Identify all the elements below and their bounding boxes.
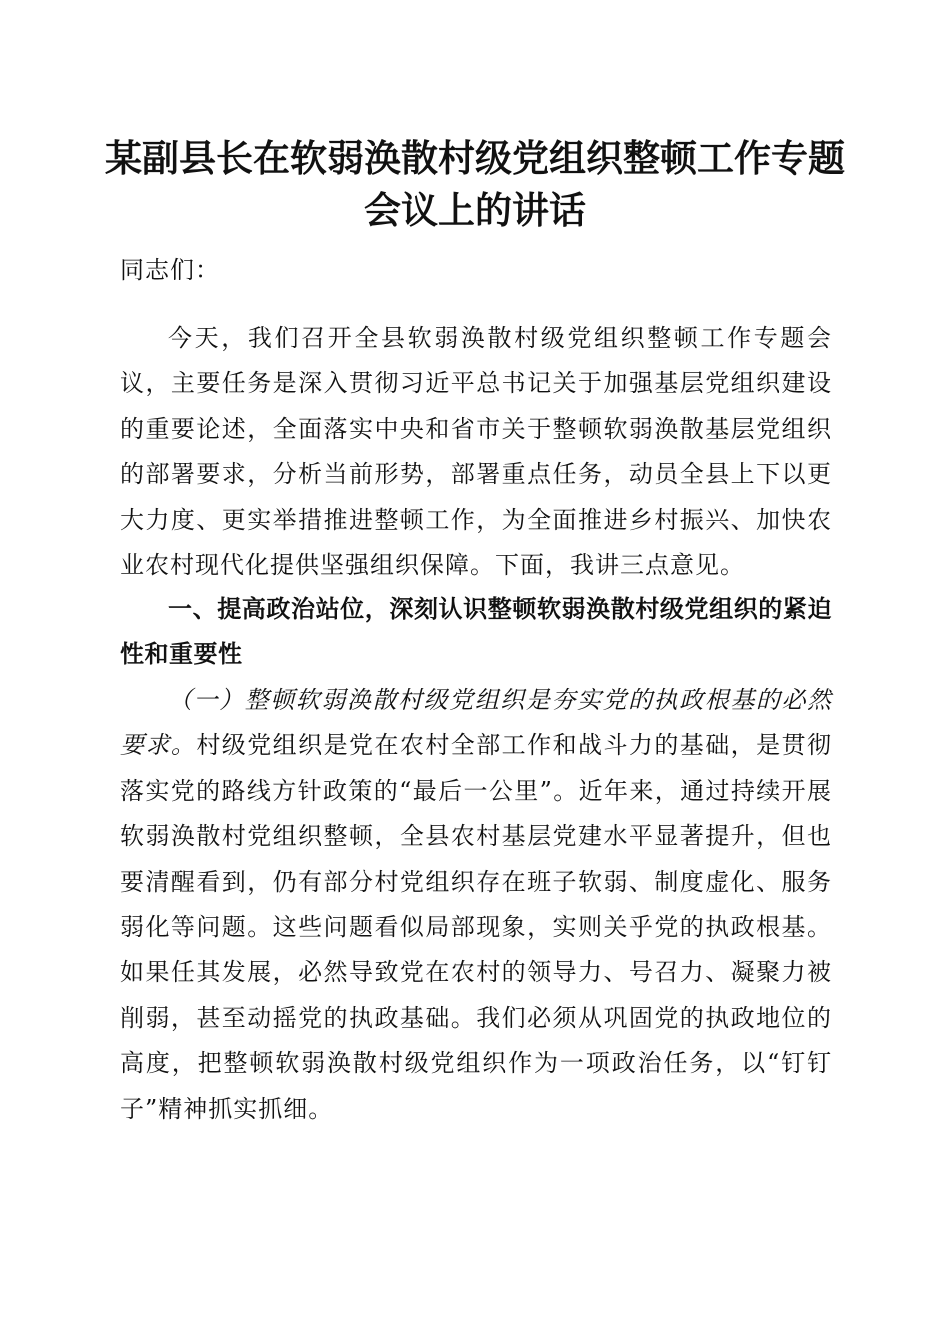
greeting: 同志们： [120, 256, 220, 284]
paragraph-section-1-1 [120, 678, 832, 1132]
paragraph-lead-sentence: （一）整顿软弱涣散村级党组织是夯实党的执政根基的必然要求。 [120, 686, 832, 760]
paragraph-intro: 今天，我们召开全县软弱涣散村级党组织整顿工作专题会议，主要任务是深入贯彻习近平总书记关于加强基层党组织建设的重要论述，全面落实中央和省市关于整顿软弱涣散基层党组织的部署要求，分析当前形势，部署重点任务，动员全县上下以更大力度、更实举措推进整顿工作，为全面推进乡村振兴、加快农业农村现代化提供坚强组织保障。下面，我讲三点意见。 [120, 324, 832, 580]
document-title-line-1: 某副县长在软弱涣散村级党组织整顿工作专题 [105, 136, 845, 180]
paragraph-body: 村级党组织是党在农村全部工作和战斗力的基础，是贯彻落实党的路线方针政策的“最后一公里”。近年来，通过持续开展软弱涣散村党组织整顿，全县农村基层党建水平显著提升，但也要清醒看到，仍有部分村党组织存在班子软弱、制度虚化、服务弱化等问题。这些问题看似局部现象，实则关乎党的执政根基。如果任其发展，必然导致党在农村的领导力、号召力、凝聚力被削弱，甚至动摇党的执政基础。我们必须从巩固党的执政地位的高度，把整顿软弱涣散村级党组织作为一项政治任务，以“钉钉子”精神抓实抓细。 [120, 731, 833, 1123]
section-heading-1: 一、提高政治站位，深刻认识整顿软弱涣散村级党组织的紧迫性和重要性 [120, 595, 832, 669]
document-title-line-2: 会议上的讲话 [364, 188, 586, 232]
